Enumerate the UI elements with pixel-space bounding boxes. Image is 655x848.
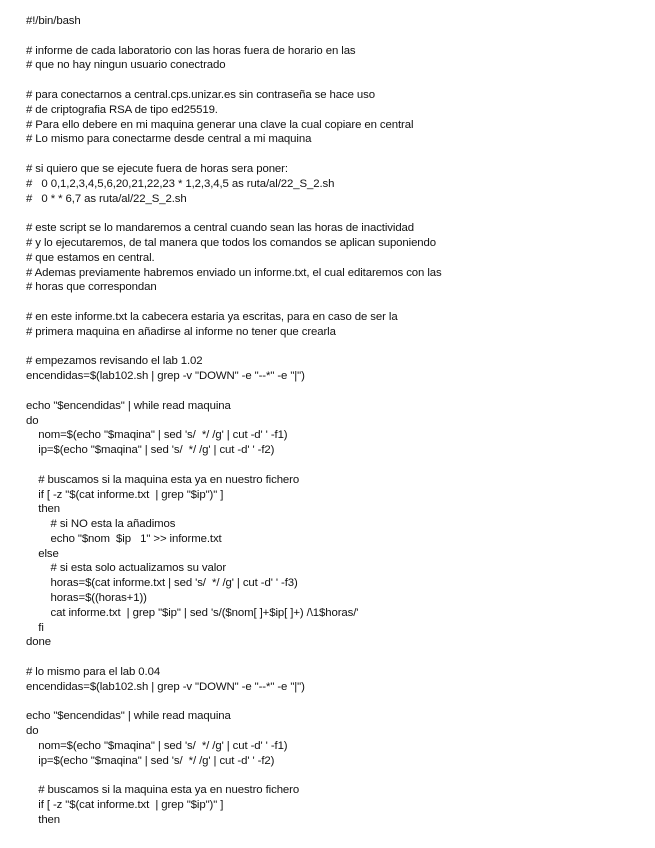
script-line: # que estamos en central. — [26, 251, 155, 264]
script-line: # 0 0,1,2,3,4,5,6,20,21,22,23 * 1,2,3,4,5 as ruta/al/22_S_2.sh — [26, 177, 335, 190]
script-line: # si NO esta la añadimos — [26, 518, 176, 531]
script-line: # Lo mismo para conectarme desde central a mi maquina — [26, 133, 312, 146]
script-line: do — [26, 414, 39, 427]
script-line: # 0 * * 6,7 as ruta/al/22_S_2.sh — [26, 192, 187, 205]
script-line: # en este informe.txt la cabecera estaria ya escritas, para en caso de ser la — [26, 310, 398, 323]
script-line: # horas que correspondan — [26, 281, 157, 294]
script-line: encendidas=$(lab102.sh | grep -v "DOWN" -e "--*" -e "|") — [26, 370, 305, 383]
script-line: echo "$nom $ip 1" >> informe.txt — [26, 532, 222, 545]
script-line: ip=$(echo "$maqina" | sed 's/ */ /g' | cut -d' ' -f2) — [26, 444, 275, 457]
script-line: # buscamos si la maquina esta ya en nuestro fichero — [26, 784, 300, 797]
script-line: # primera maquina en añadirse al informe no tener que crearla — [26, 325, 336, 338]
blank-line — [26, 769, 646, 784]
script-line: if [ -z "$(cat informe.txt | grep "$ip")" ] — [26, 488, 224, 501]
script-line: # lo mismo para el lab 0.04 — [26, 666, 161, 679]
script-line: # de criptografia RSA de tipo ed25519. — [26, 103, 218, 116]
blank-line — [26, 458, 646, 473]
blank-line — [26, 650, 646, 665]
script-line: ip=$(echo "$maqina" | sed 's/ */ /g' | cut -d' ' -f2) — [26, 754, 275, 767]
script-line: horas=$((horas+1)) — [26, 592, 147, 605]
script-line: echo "$encendidas" | while read maquina — [26, 399, 231, 412]
script-line: nom=$(echo "$maqina" | sed 's/ */ /g' | cut -d' ' -f1) — [26, 740, 288, 753]
script-line: cat informe.txt | grep "$ip" | sed 's/($nom[ ]+$ip[ ]+) /\1$horas/' — [26, 606, 359, 619]
script-line: done — [26, 636, 51, 649]
blank-line — [26, 340, 646, 355]
script-line: horas=$(cat informe.txt | sed 's/ */ /g' | cut -d' ' -f3) — [26, 577, 298, 590]
blank-line — [26, 695, 646, 710]
script-line: if [ -z "$(cat informe.txt | grep "$ip")" ] — [26, 799, 224, 812]
script-document — [26, 14, 646, 828]
script-line: then — [26, 503, 61, 516]
blank-line — [26, 295, 646, 310]
script-line: fi — [26, 621, 44, 634]
blank-line — [26, 147, 646, 162]
blank-line — [26, 73, 646, 88]
script-line: # para conectarnos a central.cps.unizar.es sin contraseña se hace uso — [26, 88, 375, 101]
script-line: # empezamos revisando el lab 1.02 — [26, 355, 203, 368]
script-line: # si esta solo actualizamos su valor — [26, 562, 227, 575]
blank-line — [26, 29, 646, 44]
script-line: echo "$encendidas" | while read maquina — [26, 710, 231, 723]
blank-line — [26, 206, 646, 221]
script-line: else — [26, 547, 59, 560]
blank-line — [26, 384, 646, 399]
script-line: # Ademas previamente habremos enviado un informe.txt, el cual editaremos con las — [26, 266, 442, 279]
script-line: # buscamos si la maquina esta ya en nuestro fichero — [26, 473, 300, 486]
script-line: then — [26, 814, 61, 827]
script-line: # informe de cada laboratorio con las horas fuera de horario en las — [26, 44, 356, 57]
script-line: encendidas=$(lab102.sh | grep -v "DOWN" -e "--*" -e "|") — [26, 680, 305, 693]
script-line: # y lo ejecutaremos, de tal manera que todos los comandos se aplican suponiendo — [26, 236, 437, 249]
script-line: # que no hay ningun usuario conectrado — [26, 59, 226, 72]
script-line: # este script se lo mandaremos a central cuando sean las horas de inactividad — [26, 222, 415, 235]
script-line: # Para ello debere en mi maquina generar una clave la cual copiare en central — [26, 118, 414, 131]
script-line: do — [26, 725, 39, 738]
script-line: # si quiero que se ejecute fuera de horas sera poner: — [26, 162, 288, 175]
script-line: nom=$(echo "$maqina" | sed 's/ */ /g' | cut -d' ' -f1) — [26, 429, 288, 442]
script-line: #!/bin/bash — [26, 15, 81, 27]
